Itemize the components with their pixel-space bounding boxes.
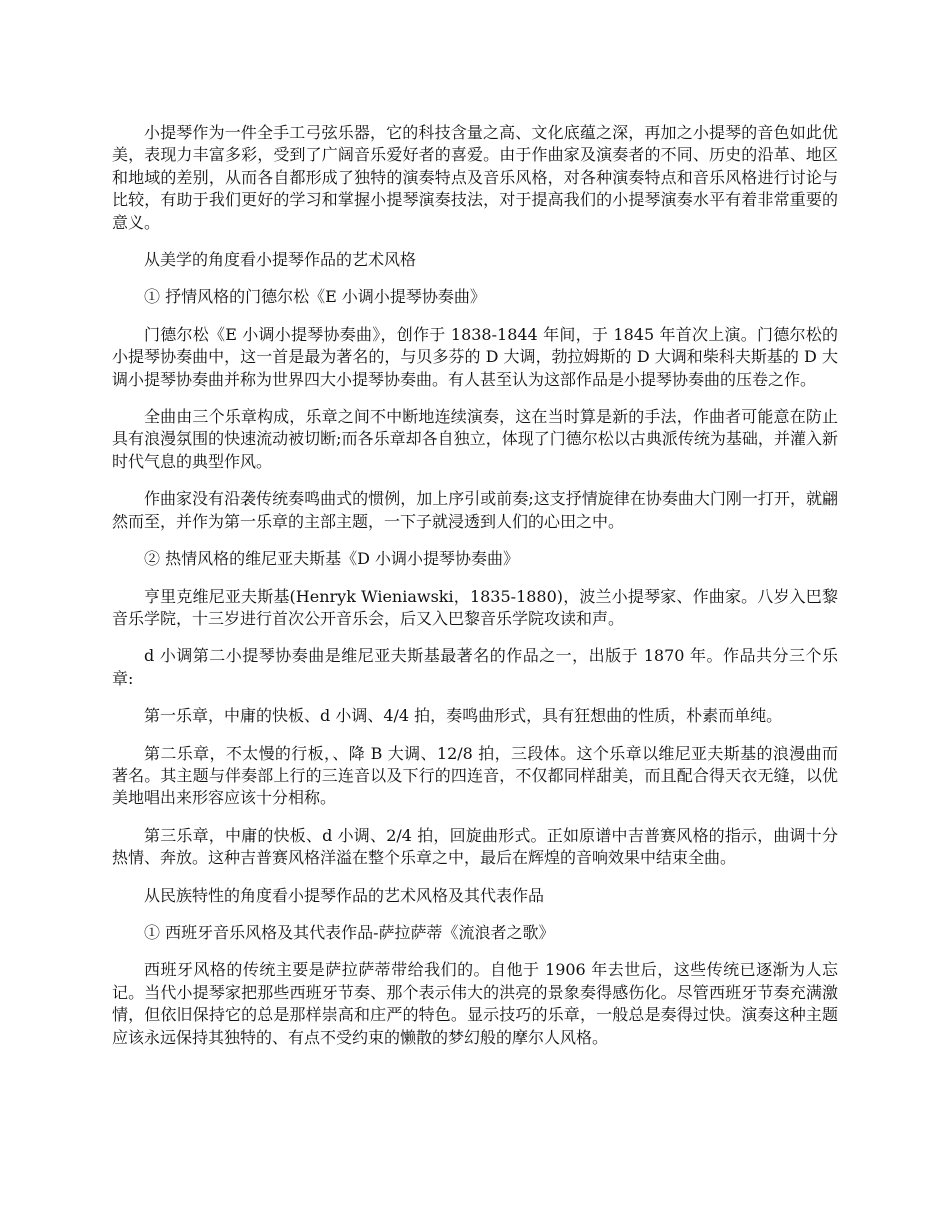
paragraph-wieniawski-concerto: d 小调第二小提琴协奏曲是维尼亚夫斯基最著名的作品之一，出版于 1870 年。作品共分三个乐章: <box>112 646 838 688</box>
subheading-mendelssohn: ① 抒情风格的门德尔松《E 小调小提琴协奏曲》 <box>144 287 486 307</box>
paragraph-movement-three: 第三乐章，中庸的快板、d 小调、2/4 拍，回旋曲形式。正如原谱中吉普赛风格的指示，曲调十分热情、奔放。这种吉普赛风格洋溢在整个乐章之中，最后在辉煌的音响效果中结束全曲。 <box>112 825 838 868</box>
paragraph-spanish-style: 西班牙风格的传统主要是萨拉萨蒂带给我们的。自他于 1906 年去世后，这些传统已逐渐为人忘记。当代小提琴家把那些西班牙节奏、那个表示伟大的洪亮的景象奏得感伤化。尽管西班牙节奏充满激情，但依旧保持它的总是那样崇高和庄严的特色。显示技巧的乐章，一般总是奏得过快。演奏这种主题应该永远保持其独特的、有点不受约束的懒散的梦幻般的摩尔人风格。 <box>112 960 838 1047</box>
paragraph-movement-two: 第二乐章，不太慢的行板，、降 B 大调、12/8 拍，三段体。这个乐章以维尼亚夫斯基的浪漫曲而著名。其主题与伴奏部上行的三连音以及下行的四连音，不仅都同样甜美，而且配合得天衣无缝，以优美地唱出来形容应该十分相称。 <box>112 743 838 808</box>
intro-paragraph: 小提琴作为一件全手工弓弦乐器，它的科技含量之高、文化底蕴之深，再加之小提琴的音色如此优美，表现力丰富多彩，受到了广阔音乐爱好者的喜爱。由于作曲家及演奏者的不同、历史的沿革、地区和地域的差别，从而各自都形成了独特的演奏特点及音乐风格，对各种演奏特点和音乐风格进行讨论与比较，有助于我们更好的学习和掌握小提琴演奏技法，对于提高我们的小提琴演奏水平有着非常重要的意义。 <box>112 123 838 232</box>
section-heading-ethnic: 从民族特性的角度看小提琴作品的艺术风格及其代表作品 <box>144 885 545 905</box>
paragraph-mendelssohn-structure: 全曲由三个乐章构成，乐章之间不中断地连续演奏，这在当时算是新的手法，作曲者可能意在防止具有浪漫氛围的快速流动被切断;而各乐章却各自独立，体现了门德尔松以古典派传统为基础，并灌入新时代气息的典型作风。 <box>112 407 838 471</box>
subheading-sarasate: ① 西班牙音乐风格及其代表作品-萨拉萨蒂《流浪者之歌》 <box>144 922 555 942</box>
subheading-wieniawski: ② 热情风格的维尼亚夫斯基《D 小调小提琴协奏曲》 <box>144 549 520 569</box>
paragraph-movement-one: 第一乐章，中庸的快板、d 小调、4/4 拍，奏鸣曲形式，具有狂想曲的性质，朴素而单纯。 <box>144 706 783 726</box>
paragraph-wieniawski-bio: 亨里克维尼亚夫斯基(Henryk Wieniawski，1835-1880)，波兰小提琴家、作曲家。八岁入巴黎音乐学院，十三岁进行首次公开音乐会，后又入巴黎音乐学院攻读和声。 <box>112 586 838 628</box>
paragraph-mendelssohn-theme: 作曲家没有沿袭传统奏鸣曲式的惯例，加上序引或前奏;这支抒情旋律在协奏曲大门刚一打开，就翩然而至，并作为第一乐章的主部主题，一下子就浸透到人们的心田之中。 <box>112 489 838 531</box>
section-heading-aesthetics: 从美学的角度看小提琴作品的艺术风格 <box>144 250 417 270</box>
paragraph-mendelssohn-history: 门德尔松《E 小调小提琴协奏曲》，创作于 1838-1844 年间，于 1845 年首次上演。门德尔松的小提琴协奏曲中，这一首是最为著名的，与贝多芬的 D 大调，勃拉姆斯的 D 大调和柴科夫斯基的 D 大调小提琴协奏曲并称为世界四大小提琴协奏曲。有人甚至认为这部作品是小提琴协奏曲的压卷之作。 <box>112 324 838 389</box>
